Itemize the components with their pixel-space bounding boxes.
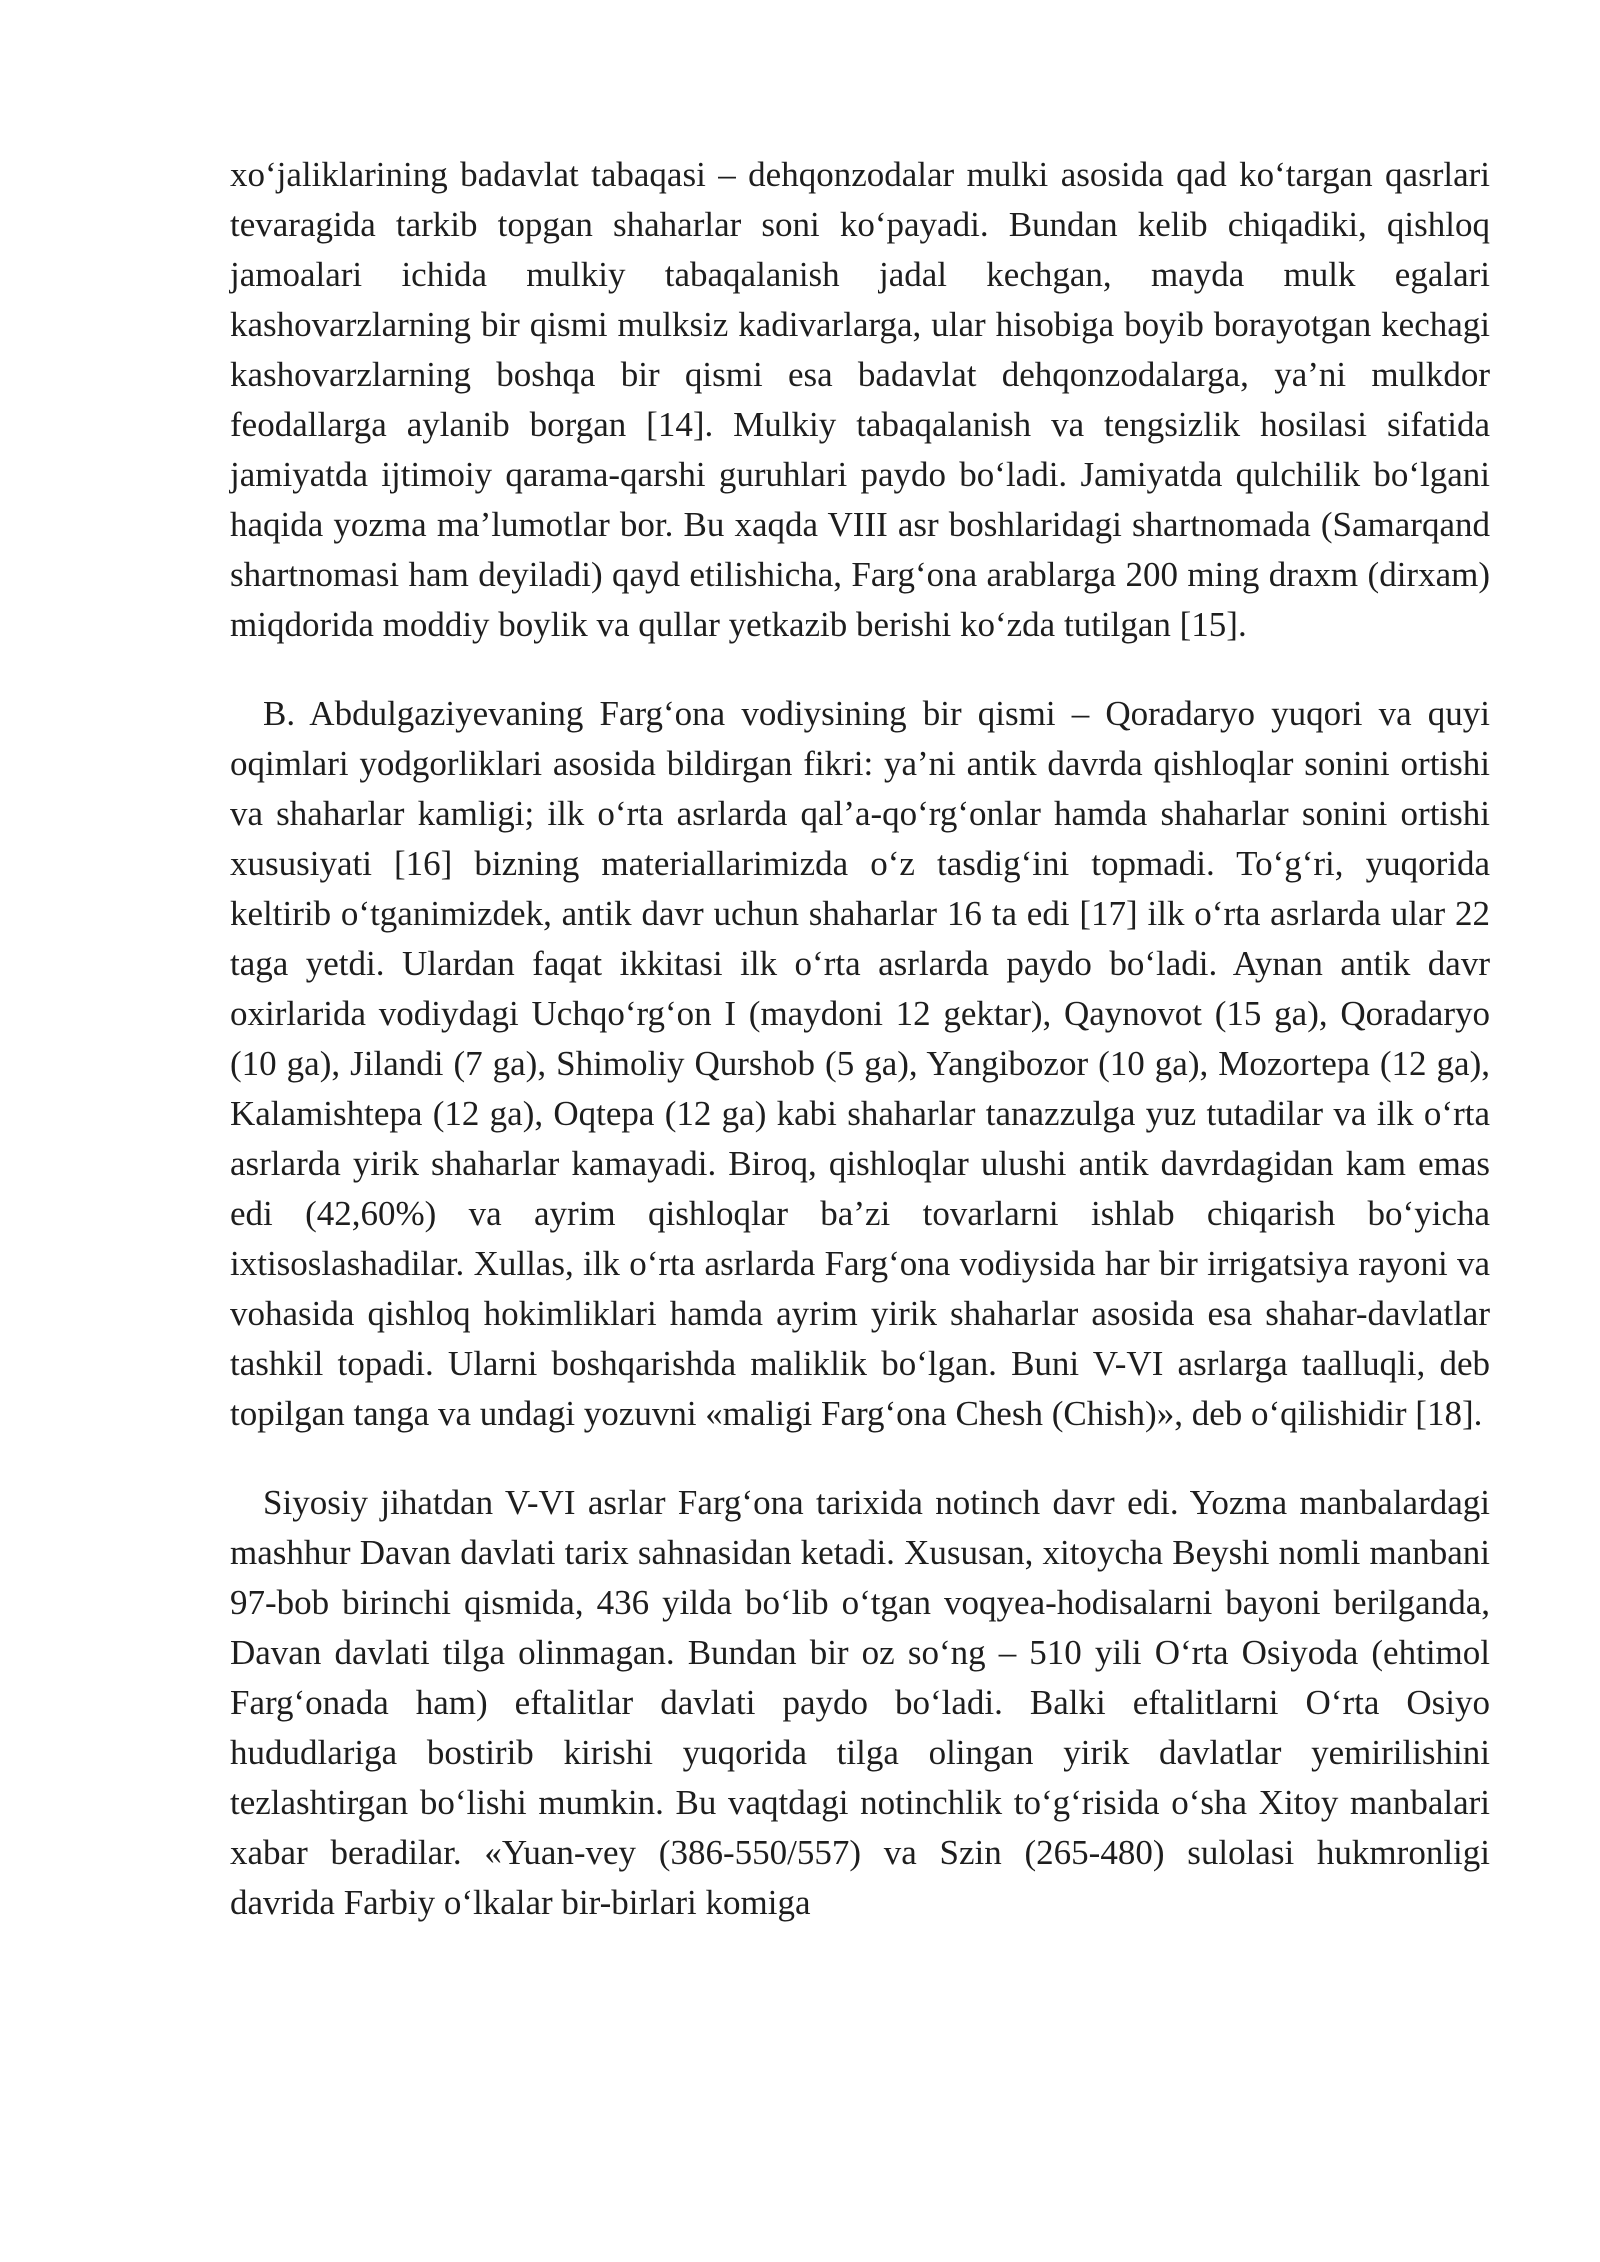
paragraph-political-history: Siyosiy jihatdan V-VI asrlar Farg‘ona tarixida notinch davr edi. Yozma manbalardagi mashhur Davan davlati tarix sahnasidan ketadi. Xususan, xitoycha Beyshi nomli manbani 97-bob birinchi qismida, 436 yilda bo‘lib o‘tgan voqyea-hodisalarni bayoni berilganda, Davan davlati tilga olinmagan. Bundan bir oz so‘ng – 510 yili O‘rta Osiyoda (ehtimol Farg‘onada ham) eftalitlar davlati paydo bo‘ladi. Balki eftalitlarni O‘rta Osiyo hududlariga bostirib kirishi yuqorida tilga olingan yirik davlatlar yemirilishini tezlashtirgan bo‘lishi mumkin. Bu vaqtdagi notinchlik to‘g‘risida o‘sha Xitoy manbalari xabar beradilar. «Yuan-vey (386-550/557) va Szin (265-480) sulolasi hukmronligi davrida Farbiy o‘lkalar bir-birlari komiga [230, 1483, 1490, 1922]
paragraph-abdulgaziyeva: B. Abdulgaziyevaning Farg‘ona vodiysining bir qismi – Qoradaryo yuqori va quyi oqimlari yodgorliklari asosida bildirgan fikri: ya’ni antik davrda qishloqlar sonini ortishi va shaharlar kamligi; ilk o‘rta asrlarda qal’a-qo‘rg‘onlar hamda shaharlar sonini ortishi xususiyati [16] bizning materiallarimizda o‘z tasdig‘ini topmadi. To‘g‘ri, yuqorida keltirib o‘tganimizdek, antik davr uchun shaharlar 16 ta edi [17] ilk o‘rta asrlarda ular 22 taga yetdi. Ulardan faqat ikkitasi ilk o‘rta asrlarda paydo bo‘ladi. Aynan antik davr oxirlarida vodiydagi Uchqo‘rg‘on I (maydoni 12 gektar), Qaynovot (15 ga), Qoradaryo (10 ga), Jilandi (7 ga), Shimoliy Qurshob (5 ga), Yangibozor (10 ga), Mozortepa (12 ga), Kalamishtepa (12 ga), Oqtepa (12 ga) kabi shaharlar tanazzulga yuz tutadilar va ilk o‘rta asrlarda yirik shaharlar kamayadi. Biroq, qishloqlar ulushi antik davrdagidan kam emas edi (42,60%) va ayrim qishloqlar ba’zi tovarlarni ishlab chiqarish bo‘yicha ixtisoslashadilar. Xullas, ilk o‘rta asrlarda Farg‘ona vodiysida har bir irrigatsiya rayoni va vohasida qishloq hokimliklari hamda ayrim yirik shaharlar asosida esa shahar-davlatlar tashkil topadi. Ularni boshqarishda maliklik bo‘lgan. Buni V-VI asrlarga taalluqli, deb topilgan tanga va undagi yozuvni «maligi Farg‘ona Chesh (Chish)», deb o‘qilishidir [18]. [230, 694, 1490, 1433]
paragraph-continuation: xo‘jaliklarining badavlat tabaqasi – dehqonzodalar mulki asosida qad ko‘targan qasrlari tevaragida tarkib topgan shaharlar soni ko‘payadi. Bundan kelib chiqadiki, qishloq jamoalari ichida mulkiy tabaqalanish jadal kechgan, mayda mulk egalari kashovarzlarning bir qismi mulksiz kadivarlarga, ular hisobiga boyib borayotgan kechagi kashovarzlarning boshqa bir qismi esa badavlat dehqonzodalarga, ya’ni mulkdor feodallarga aylanib borgan [14]. Mulkiy tabaqalanish va tengsizlik hosilasi sifatida jamiyatda ijtimoiy qarama-qarshi guruhlari paydo bo‘ladi. Jamiyatda qulchilik bo‘lgani haqida yozma ma’lumotlar bor. Bu xaqda VIII asr boshlaridagi shartnomada (Samarqand shartnomasi ham deyiladi) qayd etilishicha, Farg‘ona arablarga 200 ming draxm (dirxam) miqdorida moddiy boylik va qullar yetkazib berishi ko‘zda tutilgan [15]. [230, 155, 1490, 644]
document-page [230, 150, 1490, 1928]
